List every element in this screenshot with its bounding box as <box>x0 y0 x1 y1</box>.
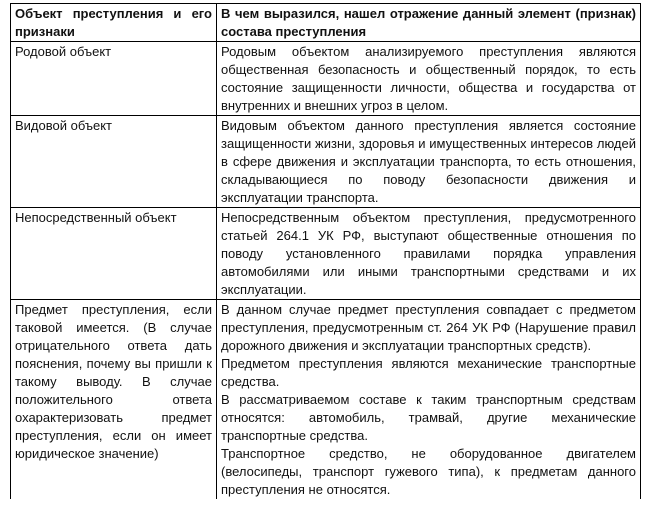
row-content <box>217 208 641 300</box>
table-header-row <box>11 4 641 42</box>
row-label: Непосредственный объект <box>11 208 217 300</box>
row-content <box>217 116 641 208</box>
table-row <box>11 300 641 500</box>
table-row <box>11 42 641 116</box>
header-col-expression: В чем выразился, нашел отражение данный элемент (признак) состава преступления <box>217 4 641 42</box>
row-content <box>217 42 641 116</box>
header-col-object: Объект преступления и его признаки <box>11 4 217 42</box>
row-paragraph: Родовым объектом анализируемого преступления являются общественная безопасность и общественный порядок, то есть состояние защищенности личности, общества и государства от внутренних и внешних угроз в целом. <box>221 44 636 113</box>
row-label: Родовой объект <box>11 42 217 116</box>
row-label: Предмет преступления, если таковой имеется. (В случае отрицательного ответа дать пояснения, почему вы пришли к такому выводу. В случае положительного ответа охарактеризовать предмет преступления, если он имеет юридическое значение) <box>11 300 217 500</box>
row-paragraph: В рассматриваемом составе к таким транспортным средствам относятся: автомобиль, трамвай, другие механические транспортные средства. <box>221 392 636 443</box>
row-label: Видовой объект <box>11 116 217 208</box>
table-row <box>11 208 641 300</box>
document <box>10 3 640 499</box>
row-paragraph: Видовым объектом данного преступления является состояние защищенности жизни, здоровья и имущественных интересов людей в сфере движения и эксплуатации транспорта, то есть отношения, складывающиеся по поводу безопасности движения и эксплуатации транспорта. <box>221 118 636 205</box>
crime-object-table <box>10 3 641 499</box>
row-paragraph: Транспортное средство, не оборудованное двигателем (велосипеды, транспорт гужевого типа), к предметам данного преступления не относятся. <box>221 446 636 497</box>
row-paragraph: В данном случае предмет преступления совпадает с предметом преступления, предусмотренным ст. 264 УК РФ (Нарушение правил дорожного движения и эксплуатации транспортных средств). <box>221 302 636 353</box>
row-content <box>217 300 641 500</box>
row-paragraph: Предметом преступления являются механические транспортные средства. <box>221 356 636 389</box>
table-row <box>11 116 641 208</box>
row-paragraph: Непосредственным объектом преступления, предусмотренного статьей 264.1 УК РФ, выступают общественные отношения по поводу установленного правилами порядка управления автомобилями или иными транспортными средствами и их эксплуатации. <box>221 210 636 297</box>
